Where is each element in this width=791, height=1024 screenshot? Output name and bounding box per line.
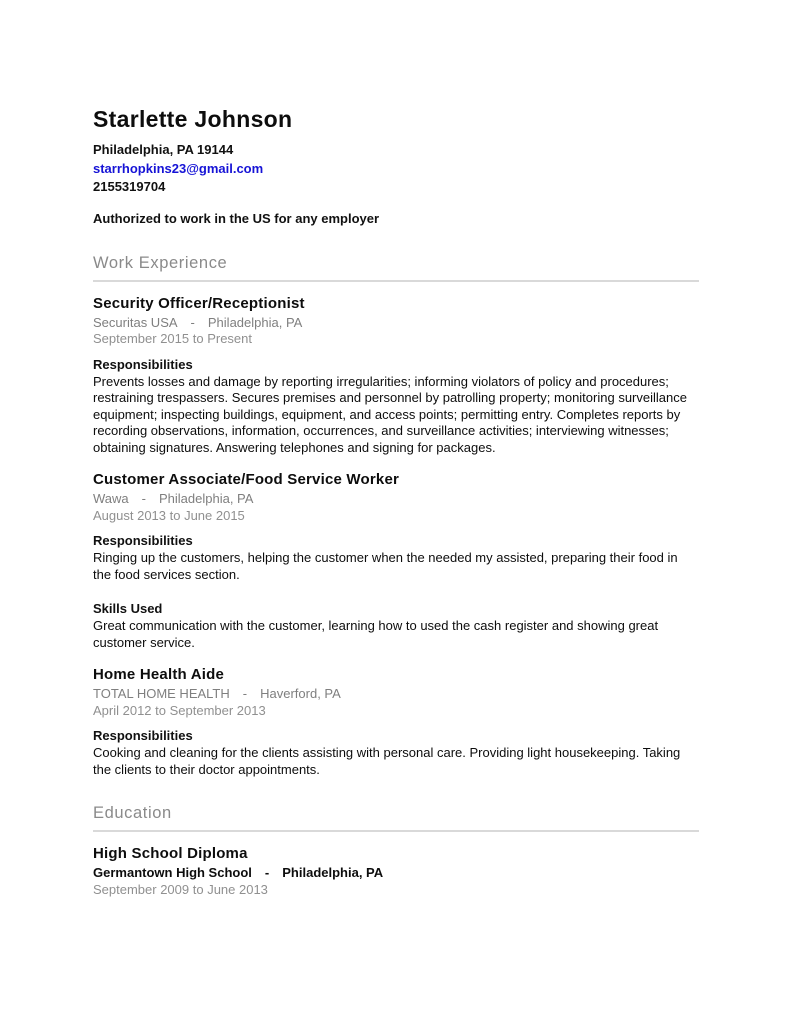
job-company: TOTAL HOME HEALTH xyxy=(93,686,230,701)
job-location: Philadelphia, PA xyxy=(207,314,303,330)
candidate-name: Starlette Johnson xyxy=(93,106,293,132)
job-dates: September 2015 to Present xyxy=(93,331,252,346)
work-authorization: Authorized to work in the US for any employer xyxy=(93,210,380,226)
job-title: Customer Associate/Food Service Worker xyxy=(93,471,400,488)
job-block-skills-used xyxy=(93,601,699,651)
separator-dash: - xyxy=(190,314,195,330)
separator-dash: - xyxy=(264,865,270,880)
education-entry xyxy=(93,845,699,898)
job-entry-home-health-aide xyxy=(93,666,699,778)
block-label: Responsibilities xyxy=(93,728,193,743)
job-company-line xyxy=(93,491,699,508)
block-label: Responsibilities xyxy=(93,356,193,372)
candidate-location: Philadelphia, PA 19144 xyxy=(93,142,234,157)
job-dates: August 2013 to June 2015 xyxy=(93,507,245,523)
job-company-line xyxy=(93,686,699,703)
job-block-responsibilities xyxy=(93,728,699,778)
job-company-line xyxy=(93,315,699,332)
degree-title: High School Diploma xyxy=(93,845,248,862)
school-name: Germantown High School xyxy=(93,865,252,880)
job-entry-security-officer xyxy=(93,295,699,457)
section-education xyxy=(93,804,699,898)
candidate-phone: 2155319704 xyxy=(93,179,166,194)
education-dates: September 2009 to June 2013 xyxy=(93,881,268,897)
block-text: Cooking and cleaning for the clients assisting with personal care. Providing light housekeeping. Taking the clients to their doctor appointments. xyxy=(93,745,681,777)
job-title: Security Officer/Receptionist xyxy=(93,294,305,312)
block-text: Prevents losses and damage by reporting irregularities; informing violators of policy and procedures; restraining trespassers. Secures premises and personnel by patrolling property; monitoring surveillance equipment; inspecting buildings, equipment, and access points; permitting entry. Completes reports by recording observations, information, occurrences, and surveillance activities; interviewing witnesses; obtaining signatures. Answering telephones and signing for packages. xyxy=(93,373,687,455)
section-title-work: Work Experience xyxy=(93,253,228,272)
block-text: Ringing up the customers, helping the customer when the needed my assisted, preparing their food in the food services section. xyxy=(93,550,678,582)
block-label: Skills Used xyxy=(93,601,163,616)
section-divider-work xyxy=(93,280,699,282)
job-block-responsibilities xyxy=(93,533,699,583)
job-company: Wawa xyxy=(93,491,129,506)
school-location: Philadelphia, PA xyxy=(282,865,384,880)
school-line xyxy=(93,865,699,882)
job-location: Haverford, PA xyxy=(260,686,341,701)
section-title-education: Education xyxy=(93,804,172,822)
job-company: Securitas USA xyxy=(93,314,178,330)
job-entry-customer-associate xyxy=(93,471,699,651)
job-dates: April 2012 to September 2013 xyxy=(93,702,266,718)
resume-header xyxy=(93,106,699,228)
job-block-responsibilities xyxy=(93,357,699,457)
job-title: Home Health Aide xyxy=(93,666,225,683)
separator-dash: - xyxy=(242,686,248,701)
email-link[interactable]: starrhopkins23@gmail.com xyxy=(93,160,264,176)
separator-dash: - xyxy=(141,491,146,506)
section-divider-education xyxy=(93,830,699,832)
email-line xyxy=(93,160,699,179)
block-label: Responsibilities xyxy=(93,533,193,548)
job-location: Philadelphia, PA xyxy=(158,491,254,506)
section-work-experience xyxy=(93,254,699,779)
block-text: Great communication with the customer, learning how to used the cash register and showing great customer service. xyxy=(93,618,659,650)
